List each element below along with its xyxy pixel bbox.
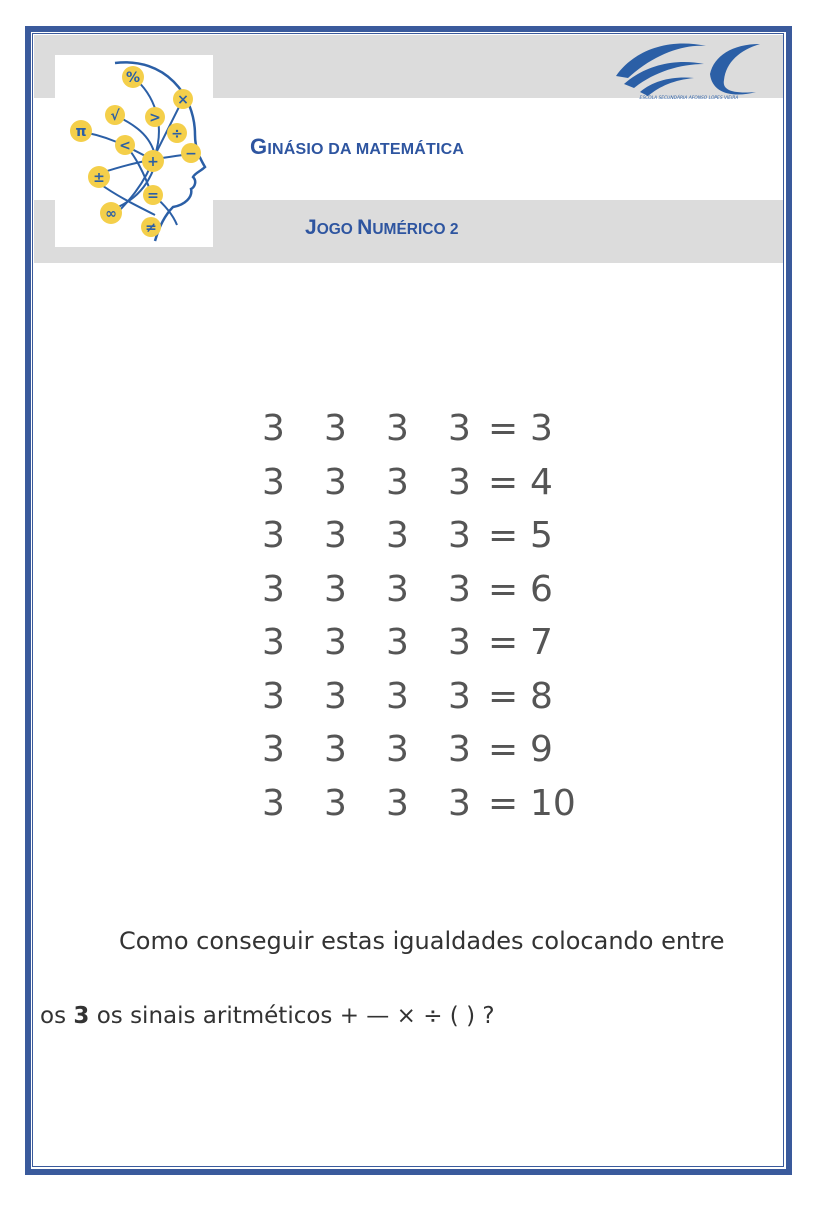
math-head-icon: [55, 55, 213, 247]
logo-symbol: ≠: [145, 220, 157, 236]
prompt-line-2: os 3 os sinais aritméticos + — × ÷ ( ) ?: [40, 1003, 495, 1029]
logo-symbol: =: [147, 188, 159, 204]
logo-symbol: +: [147, 154, 159, 170]
school-logo: [614, 36, 764, 102]
page-subtitle: JOGO NUMÉRICO 2: [305, 216, 459, 239]
prompt-line-1: Como conseguir estas igualdades colocando entre: [119, 927, 725, 955]
logo-symbol: √: [110, 108, 120, 124]
logo-symbol: ÷: [171, 126, 183, 142]
logo-symbol: π: [75, 124, 87, 140]
logo-symbol: %: [125, 70, 141, 86]
logo-symbol: ×: [177, 92, 189, 108]
math-gym-logo: [55, 55, 213, 247]
page-title: GINÁSIO DA MATEMÁTICA: [250, 134, 465, 159]
logo-symbol: −: [185, 146, 197, 162]
logo-symbol: >: [149, 110, 161, 126]
logo-symbol: <: [119, 138, 131, 154]
school-name: ESCOLA SECUNDÁRIA AFONSO LOPES VIEIRA: [639, 96, 739, 101]
logo-symbol: ±: [93, 170, 105, 186]
logo-symbol: ∞: [105, 206, 117, 222]
